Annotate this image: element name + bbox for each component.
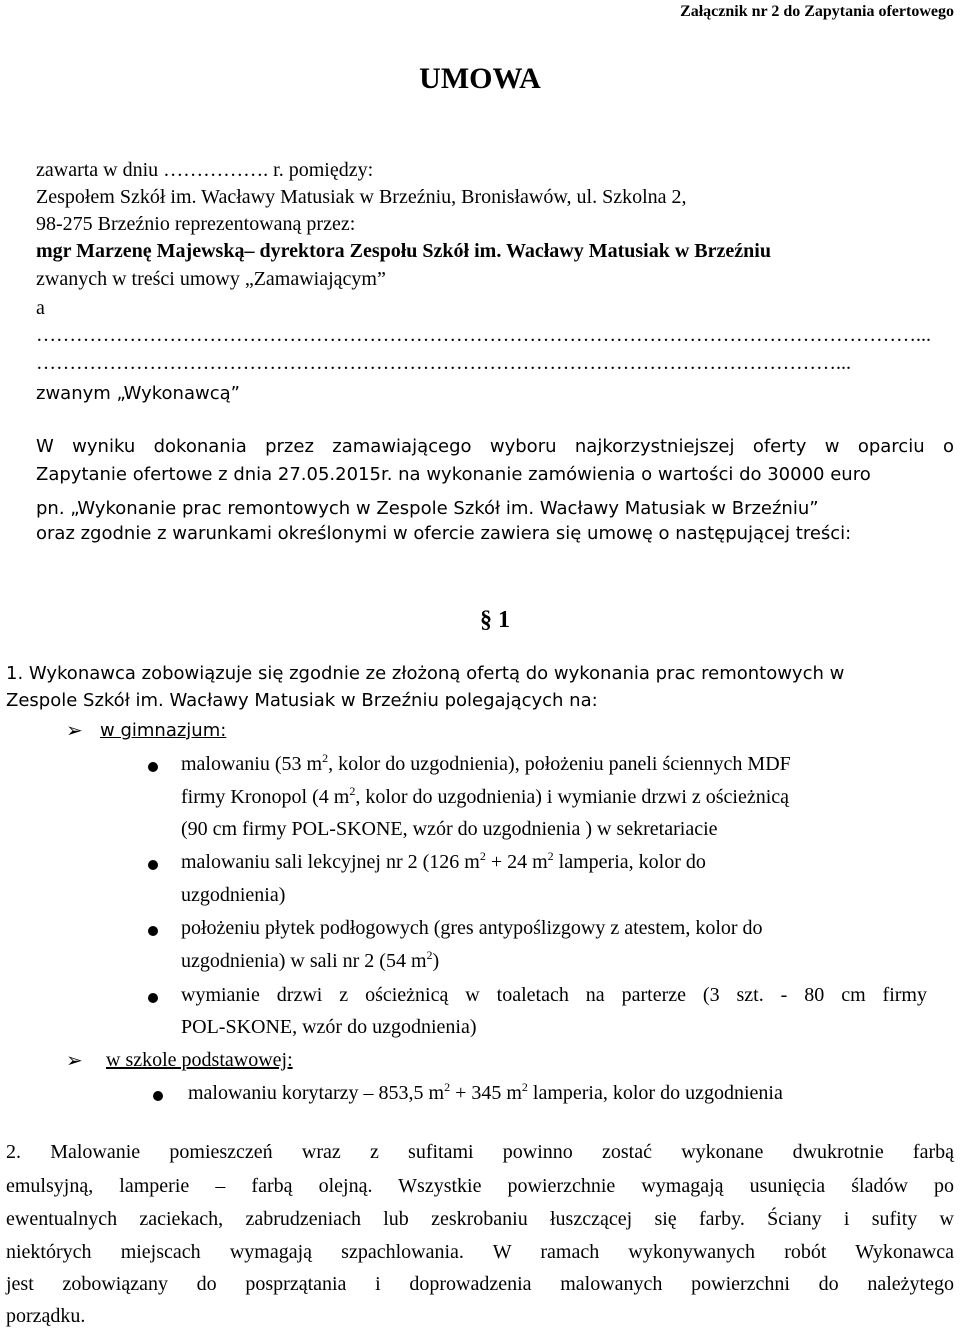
intro-party-line: Zespołem Szkół im. Wacławy Matusiak w Brzeźniu, Bronisławów, ul. Szkolna 2, xyxy=(36,186,687,208)
intro-representative-line: mgr Marzenę Majewską– dyrektora Zespołu Szkół im. Wacławy Matusiak w Brzeźniu xyxy=(36,240,771,262)
preamble-line-1: W wyniku dokonania przez zamawiającego wyboru najkorzystniejszej oferty w oparciu o xyxy=(36,436,954,457)
point2-line-6: porządku. xyxy=(6,1305,86,1327)
point2-line-5: jest zobowiązany do posprzątania i doprowadzenia malowanych powierzchni do należytego xyxy=(6,1273,954,1295)
preamble-line-2: Zapytanie ofertowe z dnia 27.05.2015r. na wykonanie zamówienia o wartości do 30000 euro xyxy=(36,464,871,485)
intro-contractor-line: zwanym „Wykonawcą” xyxy=(36,383,240,404)
bullet-dot-icon xyxy=(148,762,158,772)
intro-ordering-party-line: zwanych w treści umowy „Zamawiającym” xyxy=(36,268,386,290)
contractor-dots-line-1: ……………………………………………………………………………………………………………………... xyxy=(36,324,931,346)
gym-item-4-line-2: POL-SKONE, wzór do uzgodnienia) xyxy=(181,1016,477,1038)
point2-line-3: ewentualnych zaciekach, zabrudzeniach lub zeskrobaniu łuszczącej się farby. Ściany i sufity w xyxy=(6,1208,954,1230)
gymnasium-label: w gimnazjum: xyxy=(100,720,227,741)
bullet-dot-icon xyxy=(148,993,158,1003)
gym-item-2-line-2: uzgodnienia) xyxy=(181,884,286,906)
gym-item-1-line-3: (90 cm firmy POL-SKONE, wzór do uzgodnienia ) w sekretariacie xyxy=(181,818,718,840)
point1-line-1: 1. Wykonawca zobowiązuje się zgodnie ze złożoną ofertą do wykonania prac remontowych w xyxy=(6,663,845,684)
bullet-dot-icon xyxy=(148,860,158,870)
point2-line-2: emulsyjną, lamperie – farbą olejną. Wszystkie powierzchnie wymagają usunięcia śladów po xyxy=(6,1175,954,1197)
intro-date-line: zawarta w dniu ……………. r. pomiędzy: xyxy=(36,159,374,181)
attachment-header: Załącznik nr 2 do Zapytania ofertowego xyxy=(680,3,954,20)
intro-address-line: 98-275 Brzeźnio reprezentowaną przez: xyxy=(36,213,356,235)
primary-school-label: w szkole podstawowej: xyxy=(106,1049,293,1071)
arrow-bullet-icon: ➢ xyxy=(66,1048,83,1072)
gym-item-2-line-1: malowaniu sali lekcyjnej nr 2 (126 $m^2 + 24$ $m^2$ lamperia, kolor do xyxy=(181,849,706,873)
school-item-1: malowaniu korytarzy – 853,5 $m^2 + 345$ $m^2$ lamperia, kolor do uzgodnienia xyxy=(188,1080,783,1104)
point1-line-2 xyxy=(6,690,598,711)
document-title: UMOWA xyxy=(419,62,541,95)
point2-line-1: 2. Malowanie pomieszczeń wraz z sufitami powinno zostać wykonane dwukrotnie farbą xyxy=(6,1141,954,1163)
gym-item-1-line-1: malowaniu (53 $m^2$, kolor do uzgodnienia), położeniu paneli ściennych MDF xyxy=(181,751,791,775)
contractor-dots-line-2: …………………………………………………………………………………………………………... xyxy=(36,352,851,374)
point2-line-4: niektórych miejscach wymagają szpachlowania. W ramach wykonywanych robót Wykonawca xyxy=(6,1241,954,1263)
arrow-bullet-icon: ➢ xyxy=(66,718,83,742)
point1-line-2-text: Zespole Szkół im. Wacławy Matusiak w Brzeźniu polegających na: xyxy=(6,690,598,711)
preamble-line-4: oraz zgodnie z warunkami określonymi w ofercie zawiera się umowę o następującej treści: xyxy=(36,523,852,544)
gym-item-3-line-1: położeniu płytek podłogowych (gres antypoślizgowy z atestem, kolor do xyxy=(181,917,763,939)
gym-item-4-line-1: wymianie drzwi z ościeżnicą w toaletach na parterze (3 szt. - 80 cm firmy xyxy=(181,984,927,1006)
bullet-dot-icon xyxy=(153,1091,163,1101)
intro-and-line: a xyxy=(36,297,45,319)
section-mark: § 1 xyxy=(480,607,510,633)
gym-item-3-line-2: uzgodnienia) w sali nr 2 (54 $m^2$) xyxy=(181,948,440,972)
bullet-dot-icon xyxy=(148,926,158,936)
gym-item-1-line-2: firmy Kronopol (4 $m^2$, kolor do uzgodnienia) i wymianie drzwi z ościeżnicą xyxy=(181,784,790,808)
preamble-line-3: pn. „Wykonanie prac remontowych w Zespole Szkół im. Wacławy Matusiak w Brzeźniu” xyxy=(36,498,819,519)
